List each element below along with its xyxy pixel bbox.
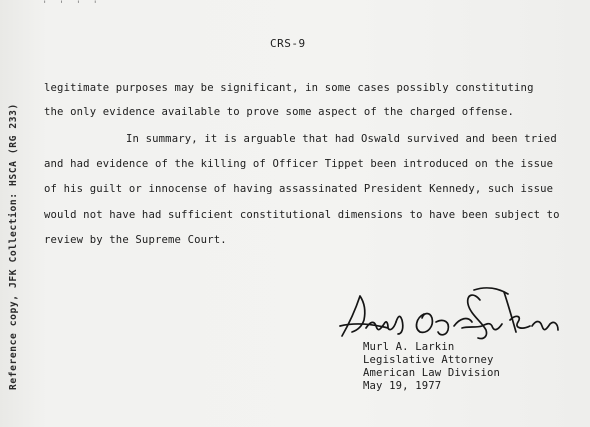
body-line-1: legitimate purposes may be significant, in some cases possibly constituting bbox=[44, 82, 534, 94]
scan-specks: ' ' ' ' bbox=[42, 0, 101, 10]
signature-date: May 19, 1977 bbox=[363, 380, 442, 392]
page-id: CRS-9 bbox=[270, 37, 306, 50]
body-line-2: the only evidence available to prove some aspect of the charged offense. bbox=[44, 106, 515, 118]
body-line-6: would not have had sufficient constitutional dimensions to have been subject to bbox=[44, 209, 560, 221]
signer-name: Murl A. Larkin bbox=[363, 341, 455, 353]
signer-division: American Law Division bbox=[363, 367, 501, 379]
body-line-7: review by the Supreme Court. bbox=[44, 234, 227, 246]
signer-title: Legislative Attorney bbox=[363, 354, 494, 366]
reference-copy-stamp: Reference copy, JFK Collection: HSCA (RG 233) bbox=[8, 103, 19, 390]
body-line-4: and had evidence of the killing of Officer Tippet been introduced on the issue bbox=[44, 158, 554, 170]
body-line-3: In summary, it is arguable that had Oswald survived and been tried bbox=[126, 133, 557, 145]
body-line-5: of his guilt or innocense of having assassinated President Kennedy, such issue bbox=[44, 183, 554, 195]
